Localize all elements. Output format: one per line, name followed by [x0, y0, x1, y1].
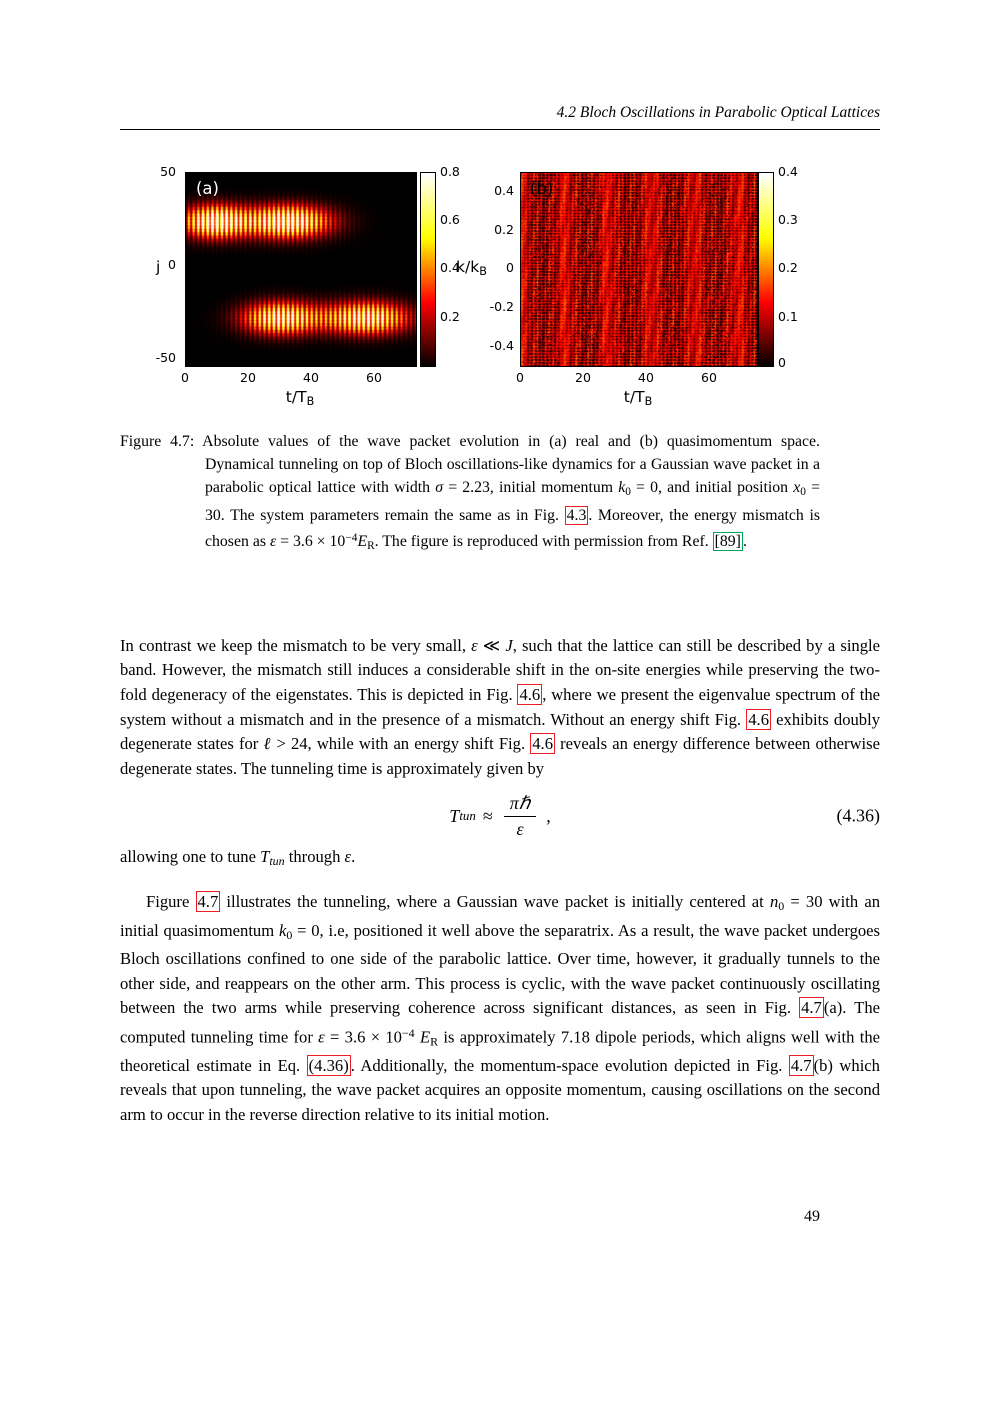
panel-a-ytick-0: 0	[168, 257, 176, 272]
content-column	[120, 0, 880, 1128]
text-segment: R	[367, 539, 375, 552]
ref-link[interactable]: (4.36)	[308, 1055, 349, 1075]
panel-b-xtick: 40	[638, 370, 654, 385]
text-segment: is approximately 7.18 dipole periods, which aligns well with the theoretical estimate in Eq.	[120, 1027, 880, 1075]
panel-b-ctick: 0.3	[778, 212, 798, 227]
text-segment: ε	[344, 847, 352, 867]
citation-link[interactable]: [89]	[714, 532, 741, 550]
ref-link[interactable]: 4.6	[519, 684, 541, 704]
panel-b-colorbar	[758, 172, 774, 367]
panel-b-ytick: 0.2	[494, 222, 514, 237]
text-segment: Absolute values of the wave packet evolution in (a) real and (b) quasimomentum space. Dynamical tunneling on top of Bloch oscillations-like dynamics for a Gaussian wave packet in a parabolic optical lattice with width	[202, 433, 820, 496]
text-segment: 0	[625, 485, 631, 498]
text-segment: −4	[345, 531, 358, 544]
text-segment: 0	[286, 927, 293, 942]
panel-b-ytick: -0.2	[489, 299, 514, 314]
panel-a-xlabel	[265, 388, 335, 411]
text-segment: (b) which reveals that upon tunneling, the wave packet acquires an opposite momentum, causing oscillations on the second arm to occur in the reverse direction relative to its initial motion.	[120, 1055, 880, 1125]
panel-b-ylabel-main: k/k	[456, 258, 480, 276]
panel-a-heatmap	[185, 172, 417, 367]
approx-symbol: ≈	[482, 805, 493, 826]
text-segment: ≪	[477, 635, 506, 655]
equation-comma: ,	[546, 805, 551, 826]
ref-link[interactable]: 4.7	[790, 1055, 812, 1075]
equation-lhs-sub: tun	[459, 808, 476, 824]
panel-a-ctick: 0.2	[440, 309, 460, 324]
text-segment: −4	[401, 1025, 415, 1040]
text-segment: ε	[318, 1027, 325, 1047]
text-segment: 0	[778, 898, 785, 913]
text-segment: Figure 4.7:	[120, 433, 203, 450]
fraction	[504, 793, 536, 840]
panel-b-ctick: 0.1	[778, 309, 798, 324]
ref-link[interactable]: 4.6	[532, 734, 553, 754]
text-segment: = 30. The system parameters remain the same as in Fig.	[205, 479, 820, 524]
panel-a-colorbar	[420, 172, 436, 367]
panel-b-xtick: 60	[701, 370, 717, 385]
page-number: 49	[804, 1208, 820, 1225]
text-segment: allowing one to tune	[120, 847, 261, 867]
panel-a-xtick: 60	[366, 370, 382, 385]
text-segment: ℓ	[263, 734, 272, 754]
panel-b-ctick: 0	[778, 355, 786, 370]
panel-b-ctick: 0.4	[778, 164, 798, 179]
panel-a-xtick: 0	[181, 370, 189, 385]
ref-link[interactable]: 4.7	[801, 998, 822, 1018]
equation-lhs: T	[449, 805, 460, 826]
section-title: 4.2 Bloch Oscillations in Parabolic Optical Lattices	[556, 104, 880, 121]
text-segment: ε	[471, 635, 478, 655]
ref-link[interactable]: 4.3	[566, 506, 587, 524]
text-segment: reveals an energy difference between otherwise degenerate states. The tunneling time is approximately given by	[120, 734, 880, 778]
panel-b-xtick: 20	[575, 370, 591, 385]
text-segment: . The figure is reproduced with permission from Ref.	[374, 532, 713, 550]
figure-4-7	[120, 166, 880, 416]
text-segment: , such that the lattice can still be described by a single band. However, the mismatch still induces a considerable shift in the on-site energies while preserving the two-fold degeneracy of the eigenstates. This is depicted in Fig.	[120, 635, 881, 704]
text-segment: Figure	[146, 891, 196, 911]
panel-b-ytick: -0.4	[489, 338, 514, 353]
fraction-denominator: ε	[516, 818, 524, 839]
panel-a-label: (a)	[196, 179, 219, 198]
ref-link[interactable]: 4.6	[748, 709, 769, 729]
text-segment: (a). The computed tunneling time for	[120, 998, 880, 1047]
text-segment: , where we present the eigenvalue spectrum of the system without a mismatch and in the presence of a mismatch. Without an energy shift Fig.	[120, 684, 880, 729]
text-segment: In contrast we keep the mismatch to be very small,	[120, 635, 472, 655]
text-segment: = 2.23, initial momentum	[443, 479, 619, 496]
text-segment: > 24, while with an energy shift Fig.	[271, 734, 531, 754]
panel-b-xlabel-sub: B	[644, 394, 653, 408]
fraction-numerator: πℏ	[504, 793, 536, 817]
panel-a-xtick: 40	[303, 370, 319, 385]
figure-caption	[120, 430, 820, 558]
panel-b-ctick: 0.2	[778, 260, 798, 275]
text-segment: .	[742, 532, 747, 550]
panel-a-ctick: 0.4	[440, 260, 460, 275]
text-segment: = 0, and initial position	[630, 479, 794, 496]
text-segment: R	[430, 1034, 439, 1049]
ref-link[interactable]: 4.7	[197, 891, 219, 911]
text-segment: x	[793, 479, 801, 496]
equation-number: (4.36)	[836, 805, 880, 826]
text-segment: = 3.6 × 10	[324, 1027, 402, 1047]
panel-a-xtick: 20	[240, 370, 256, 385]
text-segment: tun	[269, 854, 285, 869]
text-segment: k	[278, 920, 287, 940]
paragraph-2	[120, 890, 880, 1128]
panel-b-ytick: 0.4	[494, 183, 514, 198]
text-segment: n	[769, 891, 779, 911]
panel-b-xlabel	[603, 388, 673, 411]
text-segment: J	[505, 635, 513, 655]
text-segment: σ	[435, 479, 444, 496]
panel-b-heatmap	[520, 172, 758, 367]
text-segment: through	[284, 847, 345, 867]
text-segment: k	[618, 479, 626, 496]
panel-a-ytick-50: 50	[160, 164, 176, 179]
text-segment: .	[351, 847, 356, 867]
panel-b-ylabel-sub: B	[479, 264, 487, 278]
panel-b-label: (b)	[530, 179, 554, 198]
panel-a-ctick: 0.6	[440, 212, 460, 227]
after-equation-line	[120, 845, 880, 874]
equation-body	[449, 793, 550, 840]
panel-a-ylabel: j	[156, 258, 161, 276]
text-segment: 0	[800, 485, 806, 498]
equation-4-36	[120, 787, 880, 845]
text-segment: exhibits doubly degenerate states for	[120, 709, 880, 754]
panel-b-xtick: 0	[516, 370, 524, 385]
panel-a-ctick: 0.8	[440, 164, 460, 179]
text-segment: ε	[269, 532, 277, 550]
panel-a-xlabel-main: t/T	[285, 388, 307, 406]
text-segment: . Moreover, the energy mismatch is chosen as	[205, 506, 821, 550]
text-segment: = 3.6 × 10	[276, 532, 346, 550]
paragraph-1	[120, 634, 880, 782]
text-segment: T	[260, 847, 270, 867]
running-head	[120, 104, 880, 130]
panel-a-xlabel-sub: B	[306, 394, 315, 408]
text-segment: E	[357, 532, 368, 550]
panel-a-ytick-m50: -50	[155, 350, 176, 365]
text-segment: = 30 with an initial quasimomentum	[120, 891, 880, 940]
text-segment: E	[419, 1027, 431, 1047]
text-segment: = 0, i.e, positioned it well above the separatrix. As a result, the wave packet undergoes Bloch oscillations confined to one side of the parabolic lattice. Over time, however, it gradually tunnels to the other side, and reappears on the other arm. This process is cyclic, with the wave packet continuously oscillating between the two arms while preserving coherence across significant distances, as seen in Fig.	[120, 920, 880, 1018]
panel-b-xlabel-main: t/T	[623, 388, 645, 406]
text-segment: . Additionally, the momentum-space evolution depicted in Fig.	[350, 1055, 789, 1075]
panel-b-ytick: 0	[506, 260, 514, 275]
text-segment: illustrates the tunneling, where a Gaussian wave packet is initially centered at	[220, 891, 770, 911]
